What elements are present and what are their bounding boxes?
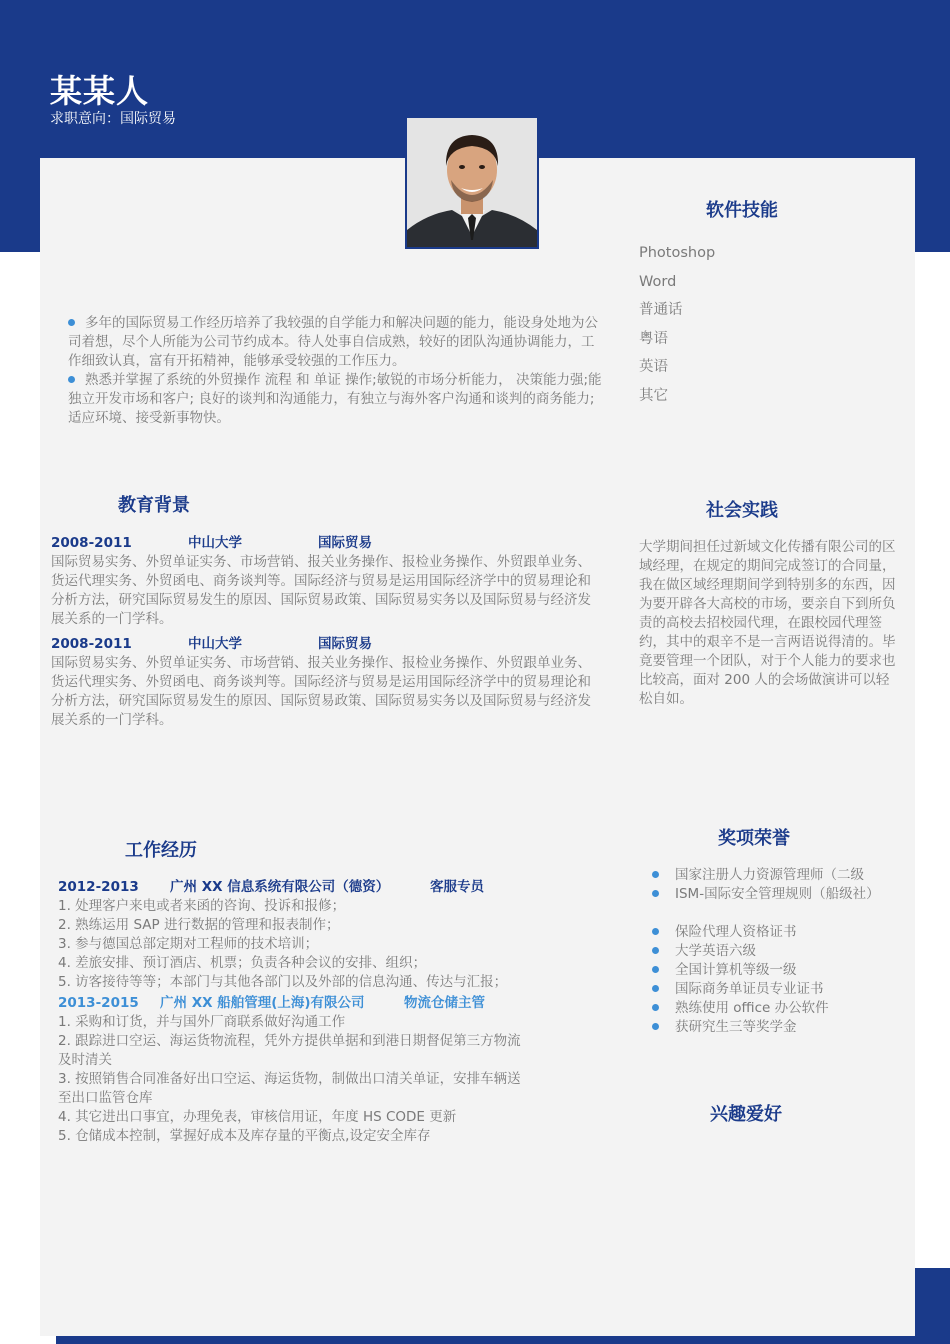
work-duty: 5. 仓储成本控制，掌握好成本及库存量的平衡点,设定安全库存 (58, 1128, 431, 1144)
summary-item: 熟悉并掌握了系统的外贸操作 流程 和 单证 操作;敏锐的市场分析能力， 决策能力强;能独立开发市场和客户; 良好的谈判和沟通能力，有独立与海外客户沟通和谈判的商务能力; 适应环境、接受新事物快。 (68, 372, 602, 426)
work-period: 2013-2015 (58, 995, 139, 1011)
bullet-icon (652, 985, 659, 992)
social-practice-text: 大学期间担任过新域文化传播有限公司的区域经理，在规定的期间完成签订的合同量，我在做区域经理期间学到特别多的东西，因为要开辟各大高校的市场，要亲自下到所负责的高校去招校园代理，在跟校园代理签约，其中的艰辛不是一言两语说得清的。毕竟要管理一个团队，对于个人能力的要求也比较高，面对 200 人的会场做演讲可以轻松自如。 (639, 539, 896, 707)
work-company: 广州 XX 船舶管理(上海)有限公司 (160, 995, 365, 1011)
award-item: ISM-国际安全管理规则（船级社） (652, 885, 880, 904)
work-company: 广州 XX 信息系统有限公司（德资） (170, 879, 390, 895)
work-role: 物流仓储主管 (404, 995, 485, 1011)
social-heading: 社会实践 (706, 500, 778, 521)
work-duty: 5. 访客接待等等；本部门与其他各部门以及外部的信息沟通、传达与汇报； (58, 974, 508, 990)
bullet-icon (652, 890, 659, 897)
profile-photo-icon (405, 116, 539, 249)
work-duty: 1. 处理客户来电或者来函的咨询、投诉和报修； (58, 898, 346, 914)
work-heading: 工作经历 (125, 840, 197, 861)
education-period: 2008-2011 (51, 535, 132, 551)
work-entry-header (58, 878, 528, 897)
award-item: 国际商务单证员专业证书 (652, 980, 880, 999)
skills-heading: 软件技能 (706, 200, 778, 221)
skill-item: Word (639, 273, 677, 290)
bullet-icon (652, 871, 659, 878)
skill-item: Photoshop (639, 245, 716, 261)
skill-item: 英语 (639, 359, 668, 376)
bullet-icon (652, 966, 659, 973)
award-item: 熟练使用 office 办公软件 (652, 999, 880, 1018)
skill-item: 普通话 (639, 302, 683, 319)
work-duty: 4. 其它进出口事宜，办理免表，审核信用证，年度 HS CODE 更新 (58, 1109, 457, 1125)
award-item: 全国计算机等级一级 (652, 961, 880, 980)
education-major: 国际贸易 (318, 636, 372, 652)
self-summary (68, 314, 604, 428)
work-entry (58, 878, 528, 992)
bullet-icon (68, 376, 75, 383)
education-desc: 国际贸易实务、外贸单证实务、市场营销、报关业务操作、报检业务操作、外贸跟单业务、货运代理实务、外贸函电、商务谈判等。国际经济与贸易是运用国际经济学中的贸易理论和分析方法，研究国际贸易发生的原因、国际贸易政策、国际贸易实务以及国际贸易与经济发展关系的一门学科。 (51, 655, 591, 728)
skill-item: 其它 (639, 387, 668, 404)
work-duty: 3. 按照销售合同准备好出口空运、海运货物，制做出口清关单证，安排车辆送至出口监管仓库 (58, 1071, 521, 1106)
bullet-icon (652, 1023, 659, 1030)
skills-list (639, 239, 715, 411)
education-entry-header (51, 635, 596, 654)
work-period: 2012-2013 (58, 879, 139, 895)
bullet-icon (652, 1004, 659, 1011)
work-role: 客服专员 (430, 879, 484, 895)
award-item: 大学英语六级 (652, 942, 880, 961)
work-duty: 3. 参与德国总部定期对工程师的技术培训； (58, 936, 319, 952)
education-entry-header (51, 534, 596, 553)
summary-item: 多年的国际贸易工作经历培养了我较强的自学能力和解决问题的能力，能设身处地为公司着想，尽个人所能为公司节约成本。待人处事自信成熟，较好的团队沟通协调能力，工作细致认真，富有开拓精神，能够承受较强的工作压力。 (68, 315, 598, 369)
bullet-icon (68, 319, 75, 326)
candidate-name: 某某人 (50, 72, 150, 110)
work-duty: 2. 熟练运用 SAP 进行数据的管理和报表制作； (58, 917, 340, 933)
bullet-icon (652, 928, 659, 935)
award-item: 国家注册人力资源管理师（二级 (652, 866, 880, 885)
work-section (58, 878, 528, 1148)
education-section (51, 534, 596, 736)
education-school: 中山大学 (188, 636, 242, 652)
awards-heading: 奖项荣誉 (718, 828, 790, 849)
job-intent: 求职意向：国际贸易 (50, 111, 176, 127)
education-period: 2008-2011 (51, 636, 132, 652)
award-item: 获研究生三等奖学金 (652, 1018, 880, 1037)
education-major: 国际贸易 (318, 535, 372, 551)
awards-list (652, 866, 880, 1037)
education-entry (51, 534, 596, 629)
work-duty: 2. 跟踪进口空运、海运货物流程，凭外方提供单据和到港日期督促第三方物流及时清关 (58, 1033, 521, 1068)
bullet-icon (652, 947, 659, 954)
education-desc: 国际贸易实务、外贸单证实务、市场营销、报关业务操作、报检业务操作、外贸跟单业务、货运代理实务、外贸函电、商务谈判等。国际经济与贸易是运用国际经济学中的贸易理论和分析方法，研究国际贸易发生的原因、国际贸易政策、国际贸易实务以及国际贸易与经济发展关系的一门学科。 (51, 554, 591, 627)
education-school: 中山大学 (188, 535, 242, 551)
work-duty: 1. 采购和订货，并与国外厂商联系做好沟通工作 (58, 1014, 346, 1030)
education-heading: 教育背景 (118, 495, 190, 516)
work-entry-header (58, 994, 528, 1013)
skill-item: 粤语 (639, 330, 668, 347)
work-entry (58, 994, 528, 1146)
work-duty: 4. 差旅安排、预订酒店、机票；负责各种会议的安排、组织； (58, 955, 427, 971)
corner-decoration (915, 1268, 950, 1344)
hobbies-heading: 兴趣爱好 (710, 1104, 782, 1125)
education-entry (51, 635, 596, 730)
award-item: 保险代理人资格证书 (652, 923, 880, 942)
footer-bar (56, 1336, 950, 1344)
